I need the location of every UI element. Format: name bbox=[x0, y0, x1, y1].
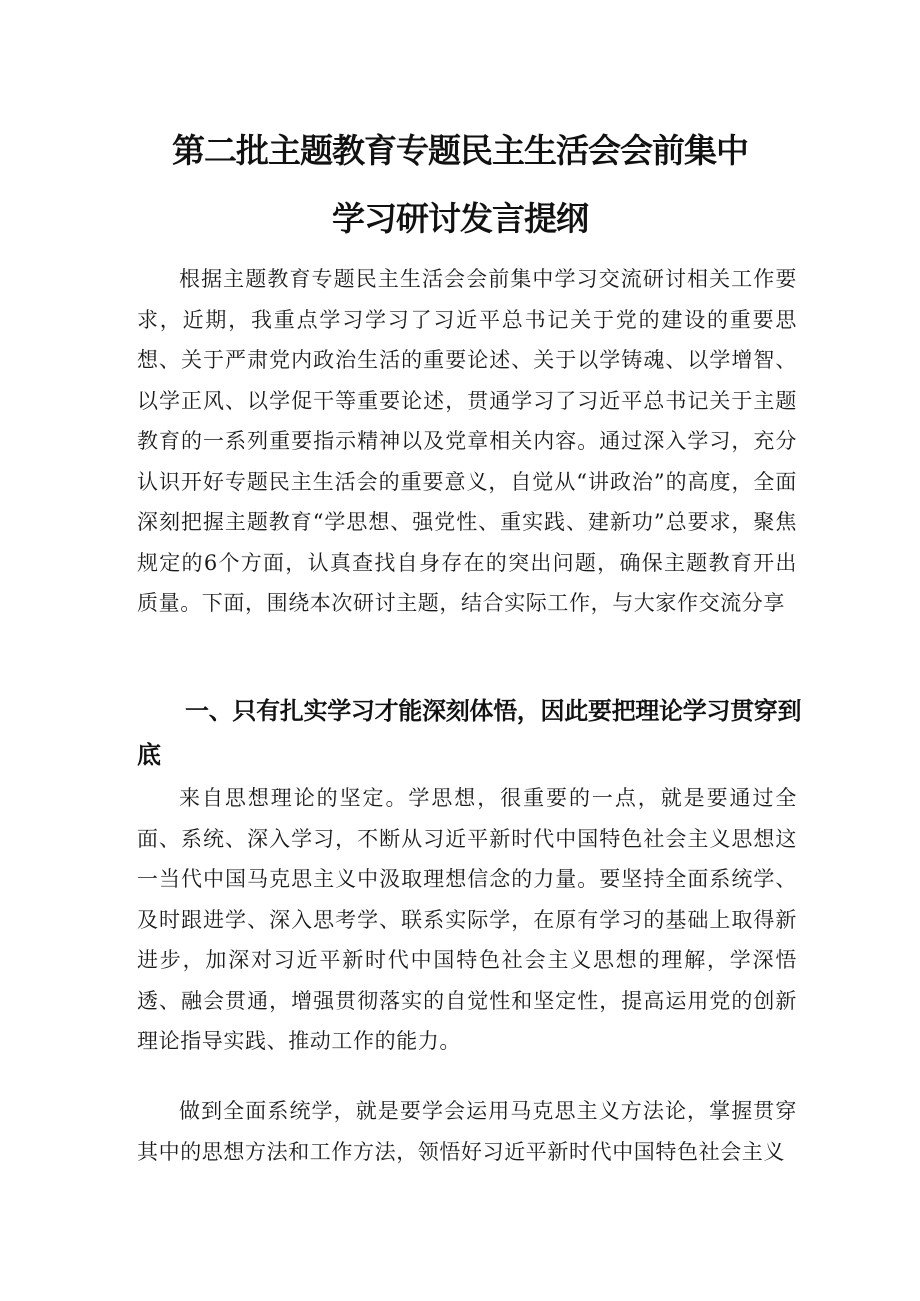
document-title-line-2: 学习研讨发言提纲 bbox=[332, 199, 588, 238]
section-heading-1: 一、只有扎实学习才能深刻体悟，因此要把理论学习贯穿到底 bbox=[137, 697, 802, 769]
intro-paragraph: 根据主题教育专题民主生活会会前集中学习交流研讨相关工作要求，近期，我重点学习学习了习近平总书记关于党的建设的重要思想、关于严肃党内政治生活的重要论述、关于以学铸魂、以学增智、以学正风、以学促干等重要论述，贯通学习了习近平总书记关于主题教育的一系列重要指示精神以及党章相关内容。通过深入学习，充分认识开好专题民主生活会的重要意义，自觉从“讲政治”的高度，全面深刻把握主题教育“学思想、强党性、重实践、建新功”总要求，聚焦规定的6个方面，认真查找自身存在的突出问题，确保主题教育开出质量。下面，围绕本次研讨主题，结合实际工作，与大家作交流分享 bbox=[137, 267, 797, 615]
body-paragraph-2: 做到全面系统学，就是要学会运用马克思主义方法论，掌握贯穿其中的思想方法和工作方法，领悟好习近平新时代中国特色社会主义 bbox=[137, 1099, 797, 1164]
document-title-line-1: 第二批主题教育专题民主生活会会前集中 bbox=[172, 131, 748, 170]
body-paragraph-1: 来自思想理论的坚定。学思想，很重要的一点，就是要通过全面、系统、深入学习，不断从习近平新时代中国特色社会主义思想这一当代中国马克思主义中汲取理想信念的力量。要坚持全面系统学、及时跟进学、深入思考学、联系实际学，在原有学习的基础上取得新进步，加深对习近平新时代中国特色社会主义思想的理解，学深悟透、融会贯通，增强贯彻落实的自觉性和坚定性，提高运用党的创新理论指导实践、推动工作的能力。 bbox=[137, 786, 797, 1053]
